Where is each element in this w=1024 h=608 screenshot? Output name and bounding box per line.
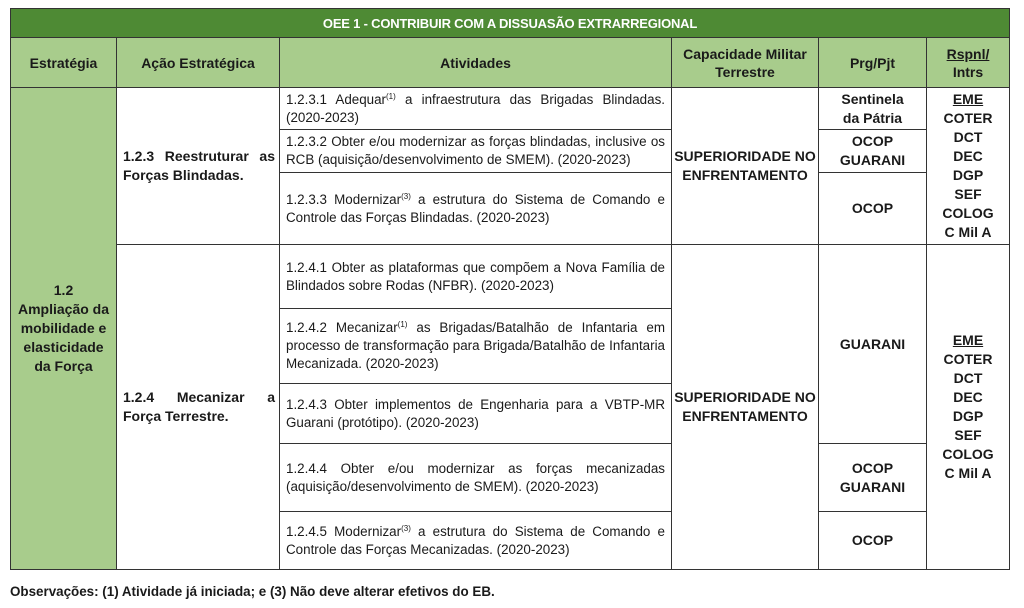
program-cell: Sentinela da Pátria bbox=[819, 88, 927, 130]
estrategia-cell: 1.2 Ampliação da mobilidade e elasticidade da Força bbox=[11, 88, 117, 570]
strategy-table bbox=[10, 8, 1010, 570]
activity-cell: 1.2.4.4 Obter e/ou modernizar as forças mecanizadas (aquisição/desenvolvimento de SMEM). (2020-2023) bbox=[280, 444, 672, 512]
header-atividades: Atividades bbox=[280, 38, 672, 88]
header-prgpjt: Prg/Pjt bbox=[819, 38, 927, 88]
activity-cell: 1.2.4.3 Obter implementos de Engenharia para a VBTP-MR Guarani (protótipo). (2020-2023) bbox=[280, 384, 672, 444]
responsaveis-cell: EME COTER DCT DEC DGP SEF COLOG C Mil A bbox=[927, 88, 1010, 245]
table-row bbox=[11, 245, 1010, 309]
table-row bbox=[11, 88, 1010, 130]
program-cell: OCOP GUARANI bbox=[819, 444, 927, 512]
header-estrategia: Estratégia bbox=[11, 38, 117, 88]
activity-cell: 1.2.3.3 Modernizar$^{(3)}$ a estrutura do Sistema de Comando e Controle das Forças Blindadas. (2020-2023) bbox=[280, 173, 672, 245]
capacidade-cell: SUPERIORIDADE NO ENFRENTAMENTO bbox=[672, 88, 819, 245]
program-cell: OCOP bbox=[819, 173, 927, 245]
program-cell: OCOP bbox=[819, 512, 927, 570]
program-cell: GUARANI bbox=[819, 245, 927, 444]
header-rspnl bbox=[927, 38, 1010, 88]
header-capacidade: Capacidade Militar Terrestre bbox=[672, 38, 819, 88]
acao-cell: 1.2.4 Mecanizar a Força Terrestre. bbox=[117, 245, 280, 570]
header-row bbox=[11, 38, 1010, 88]
activity-cell: 1.2.4.5 Modernizar$^{(3)}$ a estrutura do Sistema de Comando e Controle das Forças Mecanizadas. (2020-2023) bbox=[280, 512, 672, 570]
activity-cell: 1.2.3.2 Obter e/ou modernizar as forças blindadas, inclusive os RCB (aquisição/desenvolvimento de SMEM). (2020-2023) bbox=[280, 130, 672, 173]
activity-cell: 1.2.3.1 Adequar$^{(1)}$ a infraestrutura das Brigadas Blindadas. (2020-2023) bbox=[280, 88, 672, 130]
activity-cell: 1.2.4.2 Mecanizar$^{(1)}$ as Brigadas/Batalhão de Infantaria em processo de transformação para Brigada/Batalhão de Infantaria Mecanizada. (2020-2023) bbox=[280, 309, 672, 384]
title-row bbox=[11, 9, 1010, 38]
strategy-table-container bbox=[10, 8, 1009, 570]
observations-note: Observações: (1) Atividade já iniciada; e (3) Não deve alterar efetivos do EB. bbox=[10, 584, 495, 599]
table-title: OEE 1 - CONTRIBUIR COM A DISSUASÃO EXTRARREGIONAL bbox=[11, 9, 1010, 38]
header-rspnl-line1: Rspnl/ bbox=[946, 45, 990, 62]
responsaveis-cell: EME COTER DCT DEC DGP SEF COLOG C Mil A bbox=[927, 245, 1010, 570]
program-cell: OCOP GUARANI bbox=[819, 130, 927, 173]
header-acao: Ação Estratégica bbox=[117, 38, 280, 88]
acao-cell: 1.2.3 Reestruturar as Forças Blindadas. bbox=[117, 88, 280, 245]
capacidade-cell: SUPERIORIDADE NO ENFRENTAMENTO bbox=[672, 245, 819, 570]
activity-cell: 1.2.4.1 Obter as plataformas que compõem a Nova Família de Blindados sobre Rodas (NFBR). (2020-2023) bbox=[280, 245, 672, 309]
header-rspnl-line2: Intrs bbox=[952, 63, 984, 80]
